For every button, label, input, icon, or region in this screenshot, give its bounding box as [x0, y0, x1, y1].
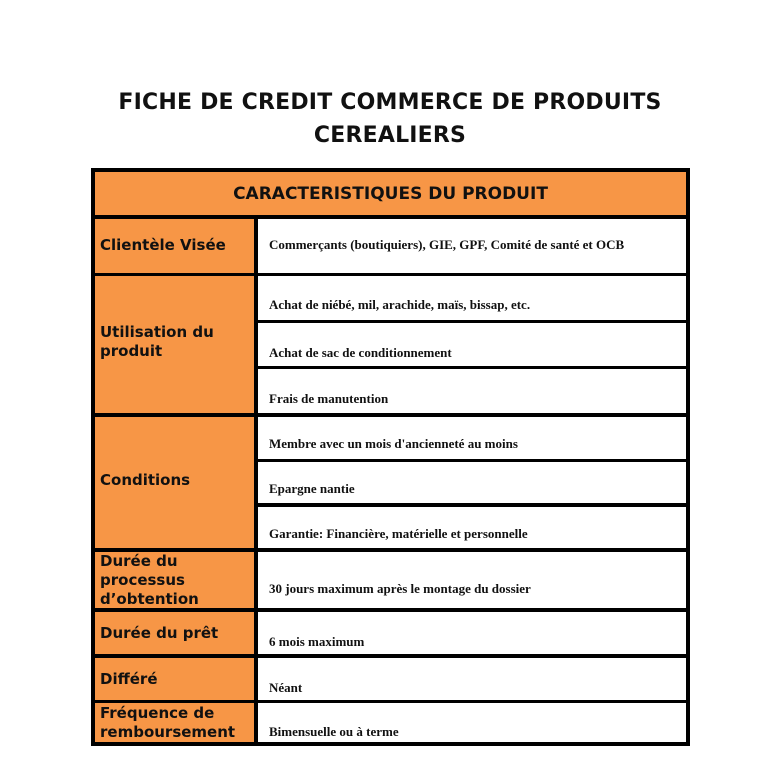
value-frequence-remboursement: Bimensuelle ou à terme [258, 703, 686, 742]
value-duree-processus: 30 jours maximum après le montage du dossier [258, 552, 686, 608]
label-utilisation-produit: Utilisation du produit [95, 276, 254, 413]
label-duree-pret: Durée du prêt [95, 612, 254, 654]
value-utilisation-2: Achat de sac de conditionnement [258, 323, 686, 366]
title-line-2: CEREALIERS [313, 123, 467, 148]
value-differe: Néant [258, 658, 686, 700]
product-characteristics-table [91, 168, 690, 746]
value-conditions-1: Membre avec un mois d'ancienneté au moins [258, 417, 686, 459]
label-differe: Différé [95, 658, 254, 700]
label-duree-processus: Durée du processus d’obtention [95, 552, 254, 608]
value-conditions-2: Epargne nantie [258, 462, 686, 503]
label-frequence-remboursement: Fréquence de remboursement [95, 703, 254, 742]
label-conditions: Conditions [95, 417, 254, 548]
title-line-1: FICHE DE CREDIT COMMERCE DE PRODUITS [118, 90, 662, 115]
label-clientele-visee: Clientèle Visée [95, 219, 254, 273]
value-utilisation-3: Frais de manutention [258, 369, 686, 413]
value-clientele-visee: Commerçants (boutiquiers), GIE, GPF, Comité de santé et OCB [258, 219, 686, 273]
value-conditions-3: Garantie: Financière, matérielle et personnelle [258, 507, 686, 548]
value-duree-pret: 6 mois maximum [258, 612, 686, 654]
table-header: CARACTERISTIQUES DU PRODUIT [95, 172, 686, 215]
page-title [60, 86, 720, 152]
value-utilisation-1: Achat de niébé, mil, arachide, maïs, bissap, etc. [258, 276, 686, 320]
